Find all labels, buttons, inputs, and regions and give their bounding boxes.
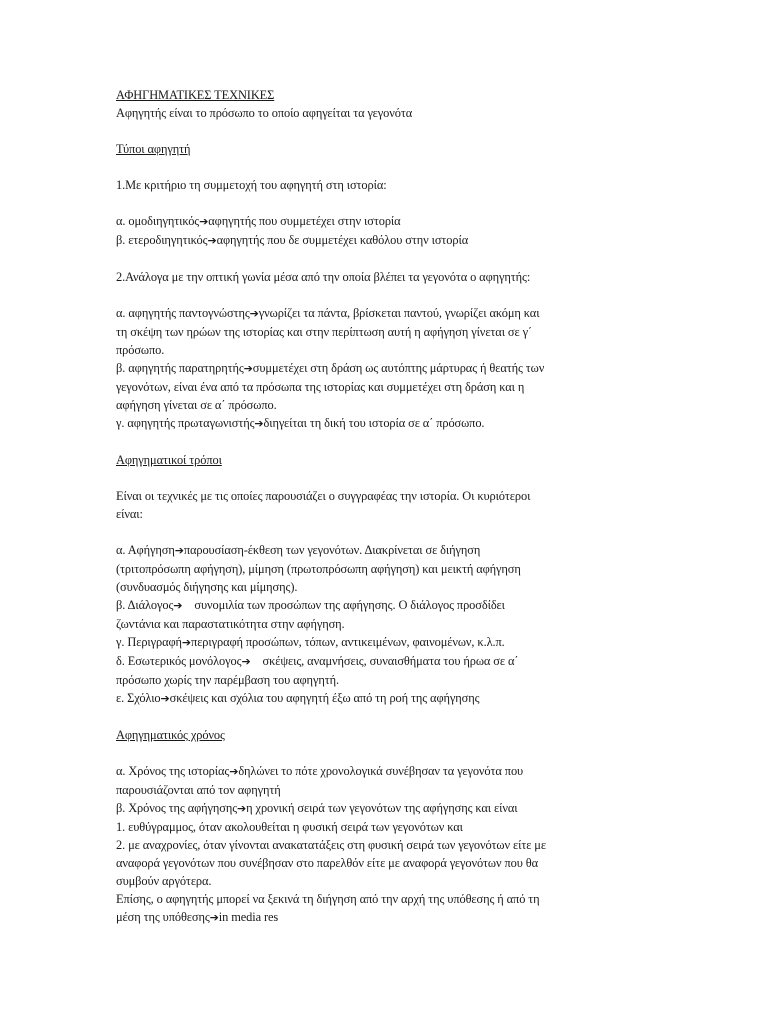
arrow-right-icon: ➔ (174, 544, 184, 557)
list-item-story-time (116, 762, 656, 781)
narrator-definition: Αφηγητής είναι το πρόσωπο το οποίο αφηγείται τα γεγονότα (116, 106, 413, 120)
closing-paragraph: Επίσης, ο αφηγητής μπορεί να ξεκινά τη διήγηση από την αρχή της υπόθεσης ή από τη (116, 892, 540, 906)
item-text: αφηγητής που συμμετέχει στην ιστορία (208, 214, 401, 228)
arrow-right-icon: ➔ (173, 599, 183, 612)
document-title: ΑΦΗΓΗΜΑΤΙΚΕΣ ΤΕΧΝΙΚΕΣ (116, 88, 275, 102)
list-item-commentary (116, 689, 656, 708)
list-item-description (116, 633, 656, 652)
item-text: συνομιλία των προσώπων της αφήγησης. Ο διάλογος προσδίδει (182, 598, 505, 612)
modes-intro: Είναι οι τεχνικές με τις οποίες παρουσιάζει ο συγγραφέας την ιστορία. Οι κυριότεροι (116, 489, 531, 503)
list-item-continuation: πρόσωπο. (116, 343, 165, 357)
item-label: α. Χρόνος της ιστορίας (116, 764, 230, 778)
arrow-right-icon: ➔ (249, 307, 259, 320)
item-text: γνωρίζει τα πάντα, βρίσκεται παντού, γνωρίζει ακόμη και (258, 306, 540, 320)
item-label: γ. Περιγραφή (116, 635, 182, 649)
item-text: αφηγητής που δε συμμετέχει καθόλου στην ιστορία (216, 233, 469, 247)
item-label: α. αφηγητής παντογνώστης (116, 306, 250, 320)
list-item-homodiegetic (116, 212, 656, 231)
arrow-right-icon: ➔ (160, 692, 170, 705)
item-label: μέση της υπόθεσης (116, 910, 210, 924)
list-item-narration (116, 541, 656, 560)
item-text: in media res (218, 910, 279, 924)
list-item-continuation: αναφορά γεγονότων που συνέβησαν στο παρελθόν είτε με αναφορά γεγονότων που θα (116, 856, 539, 870)
list-item-continuation: ζωντάνια και παραστατικότητα στην αφήγηση. (116, 617, 345, 631)
item-text: διηγείται τη δική του ιστορία σε α΄ πρόσωπο. (263, 416, 485, 430)
list-item-linear: 1. ευθύγραμμος, όταν ακολουθείται η φυσική σειρά των γεγονότων και (116, 820, 463, 834)
list-item-inner-monologue (116, 652, 656, 671)
arrow-right-icon: ➔ (241, 655, 251, 668)
list-item-continuation: πρόσωπο χωρίς την παρέμβαση του αφηγητή. (116, 673, 339, 687)
list-item-continuation: αφήγηση γίνεται σε α΄ πρόσωπο. (116, 398, 277, 412)
item-label: β. Χρόνος της αφήγησης (116, 801, 238, 815)
item-text: σκέψεις, αναμνήσεις, συναισθήματα του ήρωα σε α΄ (250, 654, 519, 668)
list-item-continuation: συμβούν αργότερα. (116, 874, 212, 888)
item-text: σκέψεις και σχόλια του αφηγητή έξω από τη ροή της αφήγησης (169, 691, 480, 705)
item-text: περιγραφή προσώπων, τόπων, αντικειμένων, φαινομένων, κ.λ.π. (191, 635, 505, 649)
list-item-dialogue (116, 596, 656, 615)
item-text: παρουσίαση-έκθεση των γεγονότων. Διακρίνεται σε διήγηση (183, 543, 481, 557)
arrow-right-icon: ➔ (209, 911, 219, 924)
item-label: α. ομοδιηγητικός (116, 214, 200, 228)
arrow-right-icon: ➔ (243, 362, 253, 375)
modes-intro-continuation: είναι: (116, 507, 143, 521)
item-label: α. Αφήγηση (116, 543, 175, 557)
list-item-heterodiegetic (116, 231, 656, 250)
list-item-continuation: παρουσιάζονται από τον αφηγητή (116, 783, 281, 797)
closing-paragraph-end (116, 908, 656, 927)
list-item-continuation: τη σκέψη των ηρώων της ιστορίας και στην περίπτωση αυτή η αφήγηση γίνεται σε γ΄ (116, 325, 533, 339)
list-item-omniscient (116, 304, 656, 323)
arrow-right-icon: ➔ (229, 765, 239, 778)
item-label: β. ετεροδιηγητικός (116, 233, 208, 247)
arrow-right-icon: ➔ (181, 636, 192, 649)
item-label: δ. Εσωτερικός μονόλογος (116, 654, 242, 668)
item-label: β. Διάλογος (116, 598, 174, 612)
list-item-anachronies: 2. με αναχρονίες, όταν γίνονται ανακατατάξεις στη φυσική σειρά των γεγονότων είτε με (116, 838, 546, 852)
section-heading-narrator-types: Τύποι αφηγητή (116, 142, 191, 156)
item-text: δηλώνει το πότε χρονολογικά συνέβησαν τα γεγονότα που (238, 764, 524, 778)
arrow-right-icon: ➔ (254, 417, 264, 430)
list-item-narration-time (116, 799, 656, 818)
item-label: β. αφηγητής παρατηρητής (116, 361, 244, 375)
list-item-protagonist (116, 414, 656, 433)
arrow-right-icon: ➔ (237, 802, 247, 815)
item-text: η χρονική σειρά των γεγονότων της αφήγησης και είναι (246, 801, 518, 815)
document-page (116, 86, 656, 927)
criterion-perspective: 2.Ανάλογα με την οπτική γωνία μέσα από την οποία βλέπει τα γεγονότα ο αφηγητής: (116, 270, 531, 284)
item-label: ε. Σχόλιο (116, 691, 161, 705)
item-label: γ. αφηγητής πρωταγωνιστής (116, 416, 255, 430)
arrow-right-icon: ➔ (207, 234, 217, 247)
item-text: συμμετέχει στη δράση ως αυτόπτης μάρτυρας ή θεατής των (252, 361, 545, 375)
list-item-continuation: (τριτοπρόσωπη αφήγηση), μίμηση (πρωτοπρόσωπη αφήγηση) και μεικτή αφήγηση (116, 562, 521, 576)
list-item-continuation: (συνδυασμός διήγησης και μίμησης). (116, 580, 298, 594)
section-heading-narrative-time: Αφηγηματικός χρόνος (116, 728, 225, 742)
list-item-continuation: γεγονότων, είναι ένα από τα πρόσωπα της ιστορίας και συμμετέχει στη δράση και η (116, 380, 525, 394)
criterion-participation: 1.Με κριτήριο τη συμμετοχή του αφηγητή στη ιστορία: (116, 178, 387, 192)
list-item-observer (116, 359, 656, 378)
section-heading-narrative-modes: Αφηγηματικοί τρόποι (116, 453, 222, 467)
arrow-right-icon: ➔ (199, 215, 209, 228)
